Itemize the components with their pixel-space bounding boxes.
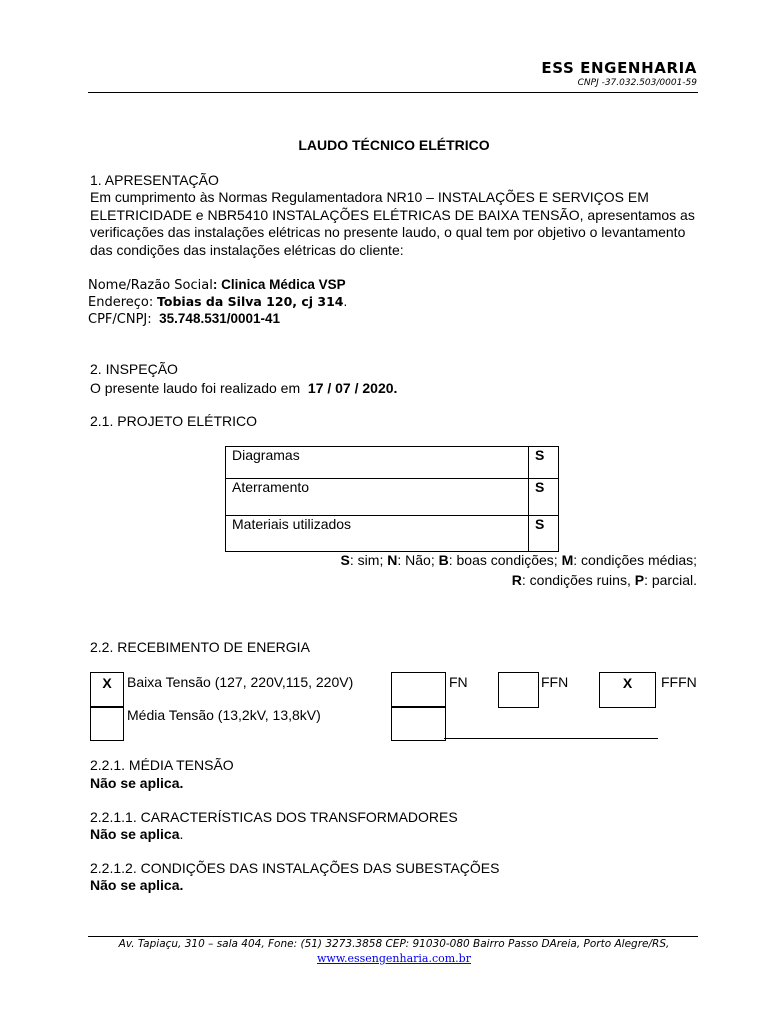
legend-text: : boas condições; <box>448 552 562 568</box>
section-2-1-heading: 2.1. PROJETO ELÉTRICO <box>90 413 258 429</box>
fn-checkbox[interactable] <box>391 672 446 708</box>
section-2-2-heading: 2.2. RECEBIMENTO DE ENERGIA <box>90 639 310 655</box>
table-item: Materiais utilizados <box>226 516 529 552</box>
company-cnpj: CNPJ -37.032.503/0001-59 <box>577 78 697 88</box>
footer-address: Av. Tapiaçu, 310 – sala 404, Fone: (51) 3273.3858 CEP: 91030-080 Bairro Passo DAreia, Porto Alegre/RS, <box>118 938 670 950</box>
fffn-label: FFFN <box>661 674 697 690</box>
table-row <box>226 479 559 516</box>
inspection-date: 17 / 07 / 2020. <box>307 380 398 396</box>
client-name-label: Nome/Razão Social <box>88 278 213 293</box>
client-cpf-label: CPF/CNPJ: <box>88 312 152 327</box>
client-cpf-value: 35.748.531/0001-41 <box>159 311 281 326</box>
table-row <box>226 447 559 479</box>
media-tensao-label: Média Tensão (13,2kV, 13,8kV) <box>127 707 321 723</box>
legend-key: S <box>340 552 350 568</box>
section-2-2-1-value: Não se aplica. <box>90 775 184 791</box>
ffn-checkbox[interactable] <box>498 672 539 708</box>
paragraph-line: Em cumprimento às Normas Regulamentadora NR10 – INSTALAÇÕES E SERVIÇOS EM <box>90 189 649 205</box>
client-cpf-row <box>88 310 280 328</box>
legend-line-1 <box>0 552 697 568</box>
section-1-heading: 1. APRESENTAÇÃO <box>90 172 219 188</box>
paragraph-line: verificações das instalações elétricas no presente laudo, o qual tem por objetivo o levantamento <box>90 224 686 240</box>
section-2-2-1-1-value-row <box>90 826 183 843</box>
project-table <box>225 446 559 552</box>
legend-key: P <box>634 572 645 588</box>
table-mark: S <box>529 447 559 479</box>
table-mark: S <box>529 479 559 516</box>
table-item: Aterramento <box>226 479 529 516</box>
paragraph-line: das condições das instalações elétricas do cliente: <box>90 241 404 258</box>
legend-text: : condições ruins, <box>521 572 635 588</box>
table-item: Diagramas <box>226 447 529 479</box>
section-2-2-1-heading: 2.2.1. MÉDIA TENSÃO <box>90 757 234 773</box>
ffn-label: FFN <box>541 674 569 690</box>
section-2-2-1-2-heading: 2.2.1.2. CONDIÇÕES DAS INSTALAÇÕES DAS SUBESTAÇÕES <box>90 860 500 876</box>
media-tensao-checkbox[interactable] <box>90 706 124 741</box>
client-name-value: : Clinica Médica VSP <box>212 277 346 292</box>
legend-text: : condições médias; <box>573 552 697 568</box>
footer-website-link[interactable]: www.essengenharia.com.br <box>317 952 471 965</box>
fn-label: FN <box>449 674 468 690</box>
baixa-tensao-checkbox[interactable] <box>90 672 124 708</box>
legend-key: M <box>561 552 574 568</box>
inspection-date-row <box>90 380 397 397</box>
client-address-value: Tobias da Silva 120, cj 314 <box>157 294 344 309</box>
fffn-checkbox[interactable] <box>599 672 656 708</box>
company-name: ESS ENGENHARIA <box>541 59 697 77</box>
client-address-label: Endereço: <box>88 295 154 310</box>
section-2-2-1-1-value: Não se aplica <box>90 826 180 842</box>
baixa-tensao-label: Baixa Tensão (127, 220V,115, 220V) <box>127 674 354 690</box>
document-title: LAUDO TÉCNICO ELÉTRICO <box>298 137 490 153</box>
table-row <box>226 516 559 552</box>
legend-key: B <box>438 552 449 568</box>
fn-lower-box <box>391 706 446 741</box>
section-2-2-1-1-heading: 2.2.1.1. CARACTERÍSTICAS DOS TRANSFORMADORES <box>90 809 458 825</box>
legend-key: R <box>511 572 522 588</box>
client-name-row <box>88 276 346 294</box>
footer-divider <box>88 936 698 937</box>
legend-text: : sim; <box>349 552 388 568</box>
table-mark: S <box>529 516 559 552</box>
legend-text: : parcial. <box>644 572 697 588</box>
legend-key: N <box>387 552 398 568</box>
header-divider <box>88 92 698 93</box>
legend-text: : Não; <box>397 552 439 568</box>
baixa-tensao-mark: X <box>102 675 112 691</box>
fffn-mark: X <box>622 675 633 691</box>
section-2-2-1-1-period: . <box>179 826 184 842</box>
section-2-2-1-2-value: Não se aplica. <box>90 877 184 893</box>
inspection-text: O presente laudo foi realizado em <box>90 380 301 396</box>
paragraph-line: ELETRICIDADE e NBR5410 INSTALAÇÕES ELÉTRICAS DE BAIXA TENSÃO, apresentamos as <box>90 206 695 223</box>
client-address-row: Endereço: Tobias da Silva 120, cj 314. <box>88 294 348 310</box>
legend-line-2 <box>0 572 697 588</box>
section-1-paragraph <box>90 189 700 259</box>
energy-table-bottom-line <box>444 738 658 739</box>
section-2-heading: 2. INSPEÇÃO <box>90 361 178 377</box>
